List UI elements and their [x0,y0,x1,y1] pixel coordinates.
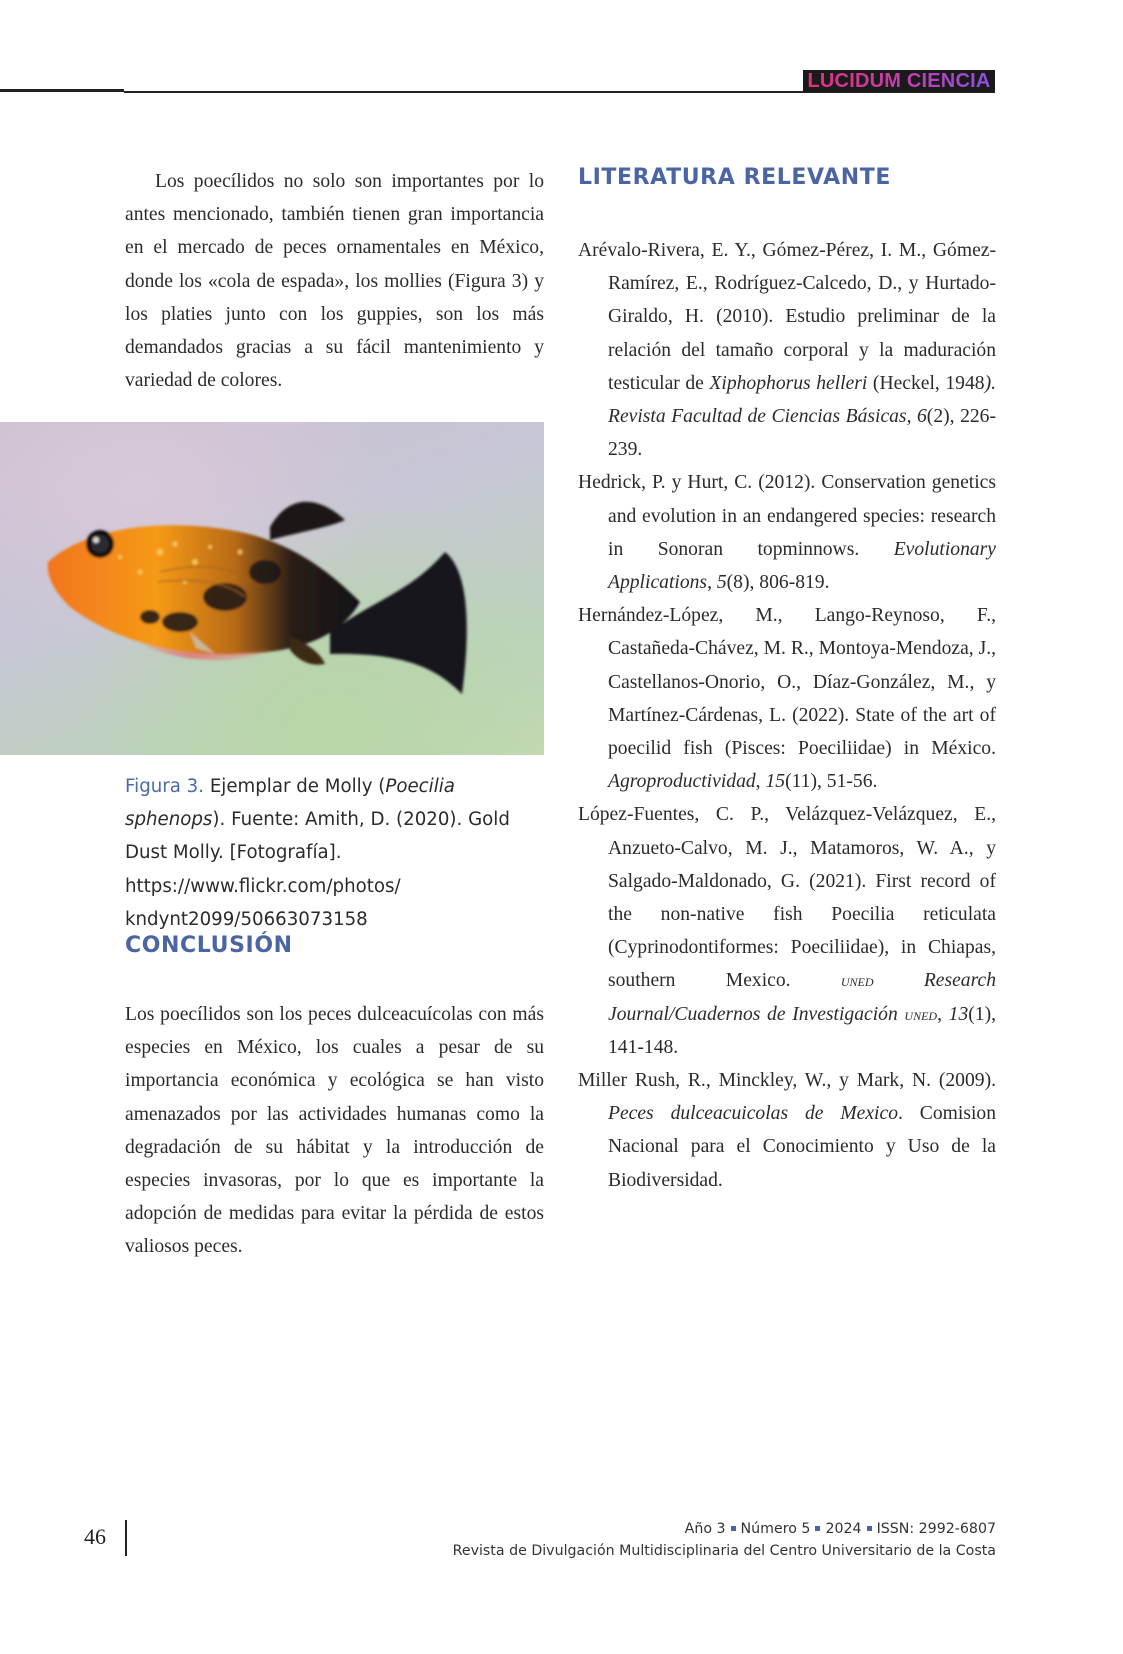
ref-journal: Evolutionary Applications [608,538,996,594]
literature-heading: LITERATURA RELEVANTE [578,165,892,190]
header-rule [0,89,124,92]
ref-pages: (11), 51-56. [785,771,878,793]
footer-divider [125,1520,127,1556]
figure-caption [125,770,544,936]
ref-text: (Heckel, 1948 [867,372,985,394]
ref-text: Hernández-López, M., Lango-Reynoso, F., Castañeda-Chávez, M. R., Montoya-Mendoza, J., Castellanos-Onorio, O., Díaz-González, M., y Martínez-Cárdenas, L. (2022). State of the art of poecilid fish (Pisces: Poeciliidae) in México. [578,605,996,760]
ref-pages: (2), 226-239. [608,406,996,461]
ref-pages: (8), 806-819. [726,572,830,594]
footer-issn: ISSN: 2992-6807 [876,1521,996,1537]
ref-journal: Research Journal/Cuadernos de Investigación [608,970,996,1025]
intro-paragraph: Los poecílidos no solo son importantes por lo antes mencionado, también tienen gran importancia en el mercado de peces ornamentales en México, donde los «cola de espada», los mollies (Figura 3) y los platies junto con los guppies, son los más demandados gracias a su fácil mantenimiento y variedad de colores. [125,171,544,392]
conclusion-heading: CONCLUSIÓN [125,933,293,958]
ref-pages: (1), 141-148. [608,1003,996,1058]
square-bullet-icon [731,1526,736,1531]
ref-text: , [906,406,917,428]
ref-text: , [755,771,766,793]
footer-info [453,1518,996,1562]
page-number: 46 [84,1524,106,1549]
ref-volume: 15 [765,771,786,793]
reference-item [578,599,996,798]
ref-publisher: . Comision Nacional para el Conocimiento y Uso de la Biodiversidad. [608,1103,996,1191]
ref-volume: 13 [948,1003,969,1025]
figure-source: Fuente: Amith, D. (2020). Gold Dust Molly. [Fotografía]. https://www.flickr.com/photos/ kndynt2099/50663073158 [125,809,510,930]
ref-volume: 5 [716,572,727,594]
footer-date: 2024 [825,1521,862,1537]
reference-item [578,798,996,1064]
square-bullet-icon [867,1526,872,1531]
ref-journal: ). Revista Facultad de Ciencias Básicas [608,372,997,428]
reference-item [578,234,996,466]
reference-item [578,1064,996,1197]
caption-text: Ejemplar de Molly ( [204,776,386,797]
caption-close: ). [212,809,226,831]
right-column [578,165,996,1197]
issue-line [453,1518,996,1540]
left-column [125,165,544,397]
ref-text: Miller Rush, R., Minckley, W., y Mark, N. (2009). [578,1070,996,1092]
ref-title: Peces dulceacuicolas de Mexico [608,1103,898,1125]
molly-fish-photo [0,422,544,755]
footer-issue: Número 5 [740,1521,811,1537]
species-name: Poecilia sphenops [125,776,455,831]
reference-list [578,234,996,1197]
reference-item [578,466,996,599]
ref-smallcaps: uned [904,1004,938,1024]
journal-name: Revista de Divulgación Multidisciplinaria del Centro Universitario de la Costa [452,1543,996,1559]
ref-text: López-Fuentes, C. P., Velázquez-Velázquez, E., Anzueto-Calvo, M. J., Matamoros, W. A., y Salgado-Maldonado, G. (2021). First record of the non-native fish Poecilia reticulata (Cyprinodontiformes: Poeciliidae), in Chiapas, southern Mexico. [578,804,996,992]
brand-text: LUCIDUM CIENCIA [807,70,991,92]
ref-volume: 6 [917,406,927,428]
ref-italic: Xiphophorus helleri [709,372,868,394]
ref-text: Arévalo-Rivera, E. Y., Gómez-Pérez, I. M., Gómez-Ramírez, E., Rodríguez-Calcedo, D., y Hurtado-Giraldo, H. (2010). Estudio preliminar de la relación del tamaño corporal y la maduración testicular de [578,240,996,394]
footer-year: Año 3 [684,1521,726,1537]
molly-fish-illustration [0,422,544,755]
figure-label: Figura 3. [125,776,205,797]
ref-text: , [937,1003,949,1025]
conclusion-paragraph: Los poecílidos son los peces dulceacuícolas con más especies en México, los cuales a pesar de su importancia económica y ecológica se han visto amenazados por las actividades humanas como la degradación de su hábitat y la introducción de especies invasoras, por lo que es importante la adopción de medidas para evitar la pérdida de estos valiosos peces. [125,1004,544,1258]
ref-journal: Agroproductividad [608,771,756,793]
ref-text: Hedrick, P. y Hurt, C. (2012). Conservation genetics and evolution in an endangered species: research in Sonoran topminnows. [578,472,996,560]
journal-brand [803,70,995,92]
conclusion-section [125,998,544,1264]
ref-text: , [707,572,717,594]
ref-smallcaps: uned [840,971,874,991]
square-bullet-icon [815,1526,820,1531]
